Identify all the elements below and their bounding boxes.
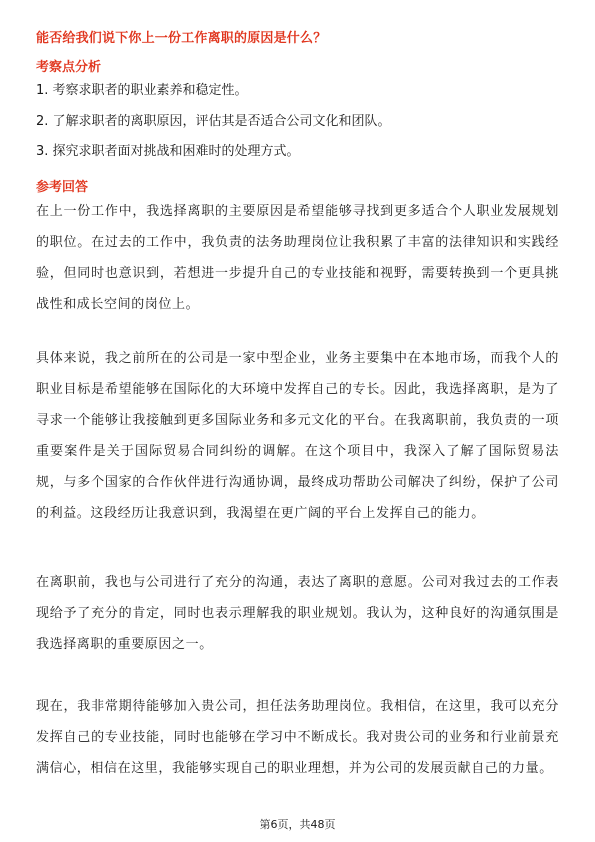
page-number: 第6页，共48页 bbox=[259, 818, 336, 831]
analysis-point: 1. 考察求职者的职业素养和稳定性。 bbox=[36, 83, 248, 98]
answer-heading: 参考回答 bbox=[36, 180, 89, 195]
answer-paragraph: 在离职前，我也与公司进行了充分的沟通，表达了离职的意愿。公司对我过去的工作表现给予了充分的肯定，同时也表示理解我的职业规划。我认为，这种良好的沟通氛围是我选择离职的重要原因之一。 bbox=[36, 575, 559, 652]
analysis-point: 2. 了解求职者的离职原因，评估其是否适合公司文化和团队。 bbox=[36, 114, 391, 129]
answer-paragraph: 现在，我非常期待能够加入贵公司，担任法务助理岗位。我相信，在这里，我可以充分发挥自己的专业技能，同时也能够在学习中不断成长。我对贵公司的业务和行业前景充满信心，相信在这里，我能够实现自己的职业理想，并为公司的发展贡献自己的力量。 bbox=[36, 699, 559, 776]
question-title: 能否给我们说下你上一份工作离职的原因是什么？ bbox=[36, 31, 327, 46]
analysis-point: 3. 探究求职者面对挑战和困难时的处理方式。 bbox=[36, 144, 300, 159]
answer-paragraph: 在上一份工作中，我选择离职的主要原因是希望能够寻找到更多适合个人职业发展规划的职位。在过去的工作中，我负责的法务助理岗位让我积累了丰富的法律知识和实践经验，但同时也意识到，若想进一步提升自己的专业技能和视野，需要转换到一个更具挑战性和成长空间的岗位上。 bbox=[36, 204, 559, 312]
analysis-heading: 考察点分析 bbox=[36, 60, 102, 75]
answer-paragraph: 具体来说，我之前所在的公司是一家中型企业，业务主要集中在本地市场，而我个人的职业目标是希望能够在国际化的大环境中发挥自己的专长。因此，我选择离职，是为了寻求一个能够让我接触到更多国际业务和多元文化的平台。在我离职前，我负责的一项重要案件是关于国际贸易合同纠纷的调解。在这个项目中，我深入了解了国际贸易法规，与多个国家的合作伙伴进行沟通协调，最终成功帮助公司解决了纠纷，保护了公司的利益。这段经历让我意识到，我渴望在更广阔的平台上发挥自己的能力。 bbox=[36, 351, 559, 521]
